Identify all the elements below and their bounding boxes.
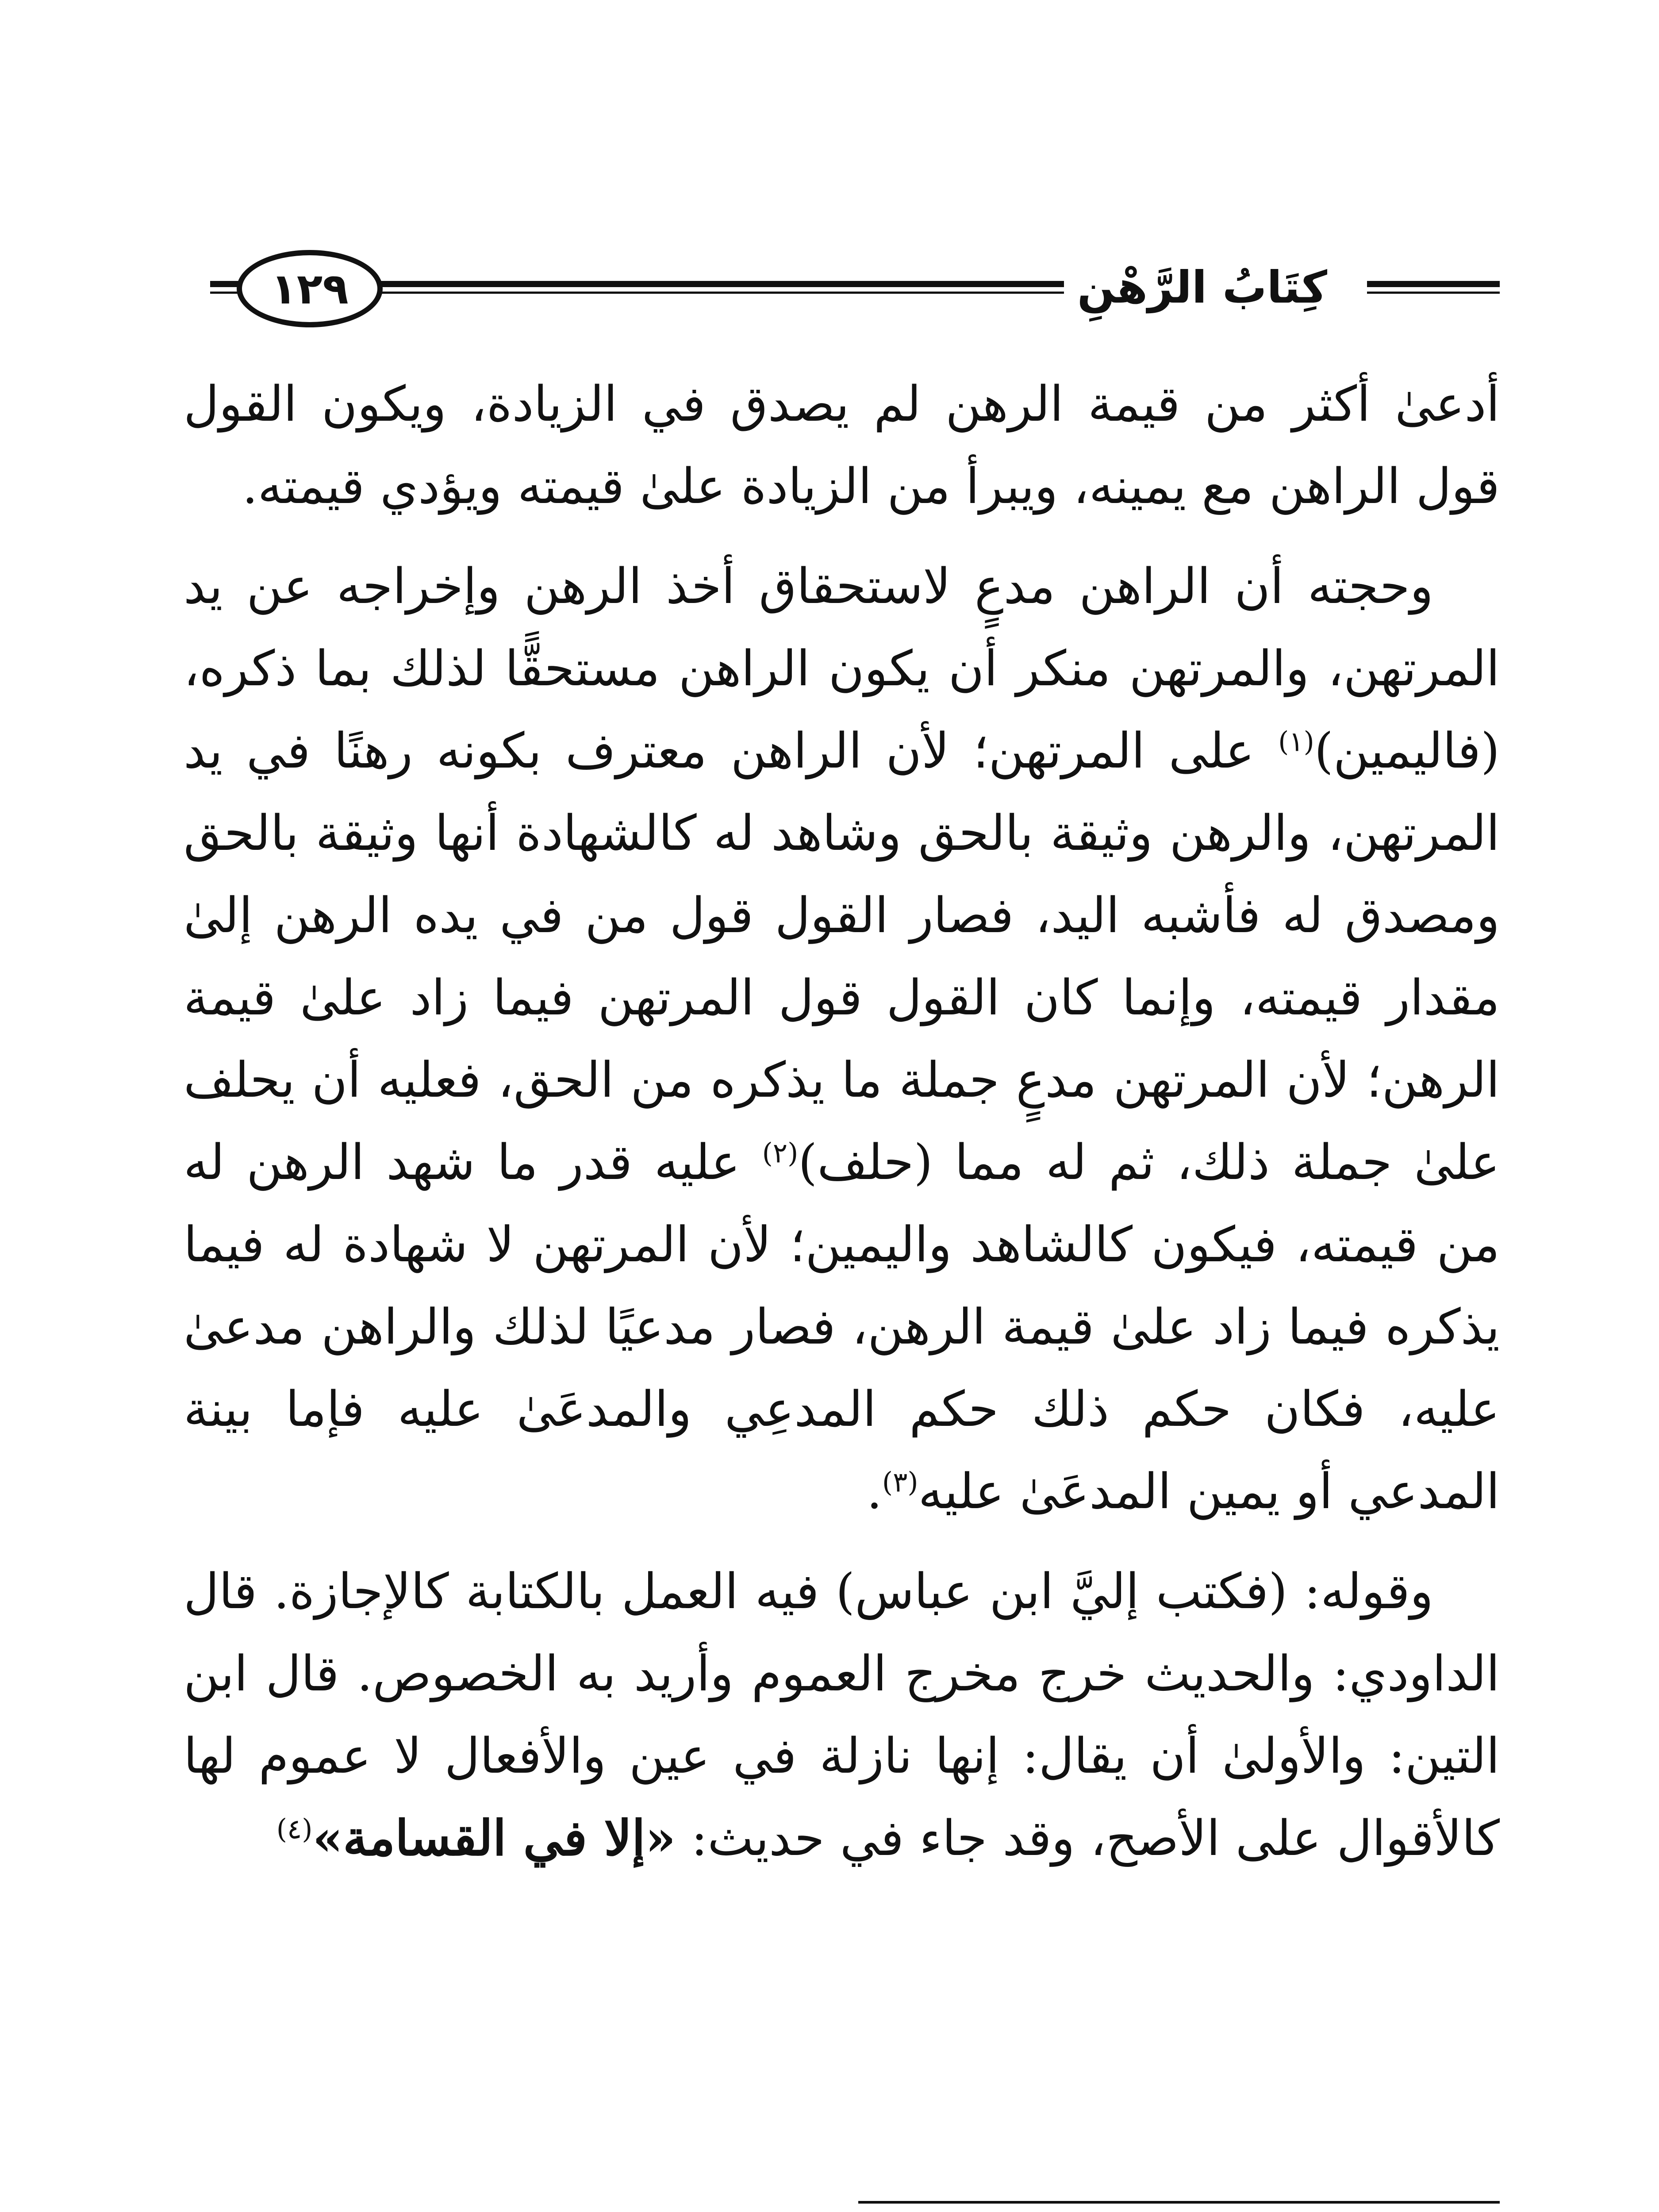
footnote-separator bbox=[858, 2201, 1500, 2204]
paragraph-text: وقوله: (فكتب إليَّ ابن عباس) فيه العمل بالكتابة كالإجازة. قال الداودي: والحديث خرج مخرج العموم وأريد به الخصوص. قال ابن التين: والأولىٰ أن يقال: إنها نازلة في عين والأفعال لا عموم لها كالأقوال على الأصح، وقد جاء في حديث: bbox=[184, 1563, 1500, 1866]
main-text bbox=[184, 363, 1500, 1879]
footnote-ref-1[interactable]: (١) bbox=[1278, 725, 1314, 758]
page-number: ١٢٩ bbox=[237, 250, 383, 327]
paragraph-text: على المرتهن؛ لأن الراهن معترف بكونه رهنًا في يد المرتهن، والرهن وثيقة بالحق وشاهد له كالشهادة أنها وثيقة بالحق ومصدق له فأشبه اليد، فصار القول قول من في يده الرهن إلىٰ مقدار قيمته، وإنما كان القول قول المرتهن فيما زاد علىٰ قيمة الرهن؛ لأن المرتهن مدعٍ جملة ما يذكره من الحق، فعليه أن يحلف علىٰ جملة ذلك، ثم له مما (حلف) bbox=[184, 722, 1500, 1190]
running-header bbox=[184, 239, 1500, 336]
paragraph-text: أدعىٰ أكثر من قيمة الرهن لم يصدق في الزيادة، ويكون القول قول الراهن مع يمينه، ويبرأ من الزيادة علىٰ قيمته ويؤدي قيمته. bbox=[184, 376, 1500, 515]
paragraph-text: عليه قدر ما شهد الرهن له من قيمته، فيكون كالشاهد واليمين؛ لأن المرتهن لا شهادة له فيما يذكره فيما زاد علىٰ قيمة الرهن، فصار مدعيًا لذلك والراهن مدعىٰ عليه، فكان حكم ذلك حكم المدعِي والمدعَىٰ عليه فإما بينة المدعي أو يمين المدعَىٰ عليه bbox=[184, 1134, 1500, 1520]
chapter-title: كِتَابُ الرَّهْنِ bbox=[1064, 252, 1340, 323]
paragraph bbox=[184, 545, 1500, 1532]
paragraph bbox=[184, 1550, 1500, 1879]
header-rule-right bbox=[1367, 281, 1500, 296]
hadith-quote: «إلا في القسامة» bbox=[312, 1809, 676, 1866]
footnote-ref-4[interactable]: (٤) bbox=[276, 1813, 313, 1845]
paragraph-text: وحجته أن الراهن مدعٍ لاستحقاق أخذ الرهن وإخراجه عن يد المرتهن، والمرتهن منكر أن يكون الراهن مستحقًّا لذلك بما ذكره، (فاليمين) bbox=[184, 558, 1500, 779]
paragraph-continuation bbox=[184, 363, 1500, 527]
paragraph-end-period: . bbox=[866, 1463, 882, 1520]
footnote-ref-2[interactable]: (٢) bbox=[762, 1137, 799, 1169]
footnote-ref-3[interactable]: (٣) bbox=[882, 1466, 918, 1498]
